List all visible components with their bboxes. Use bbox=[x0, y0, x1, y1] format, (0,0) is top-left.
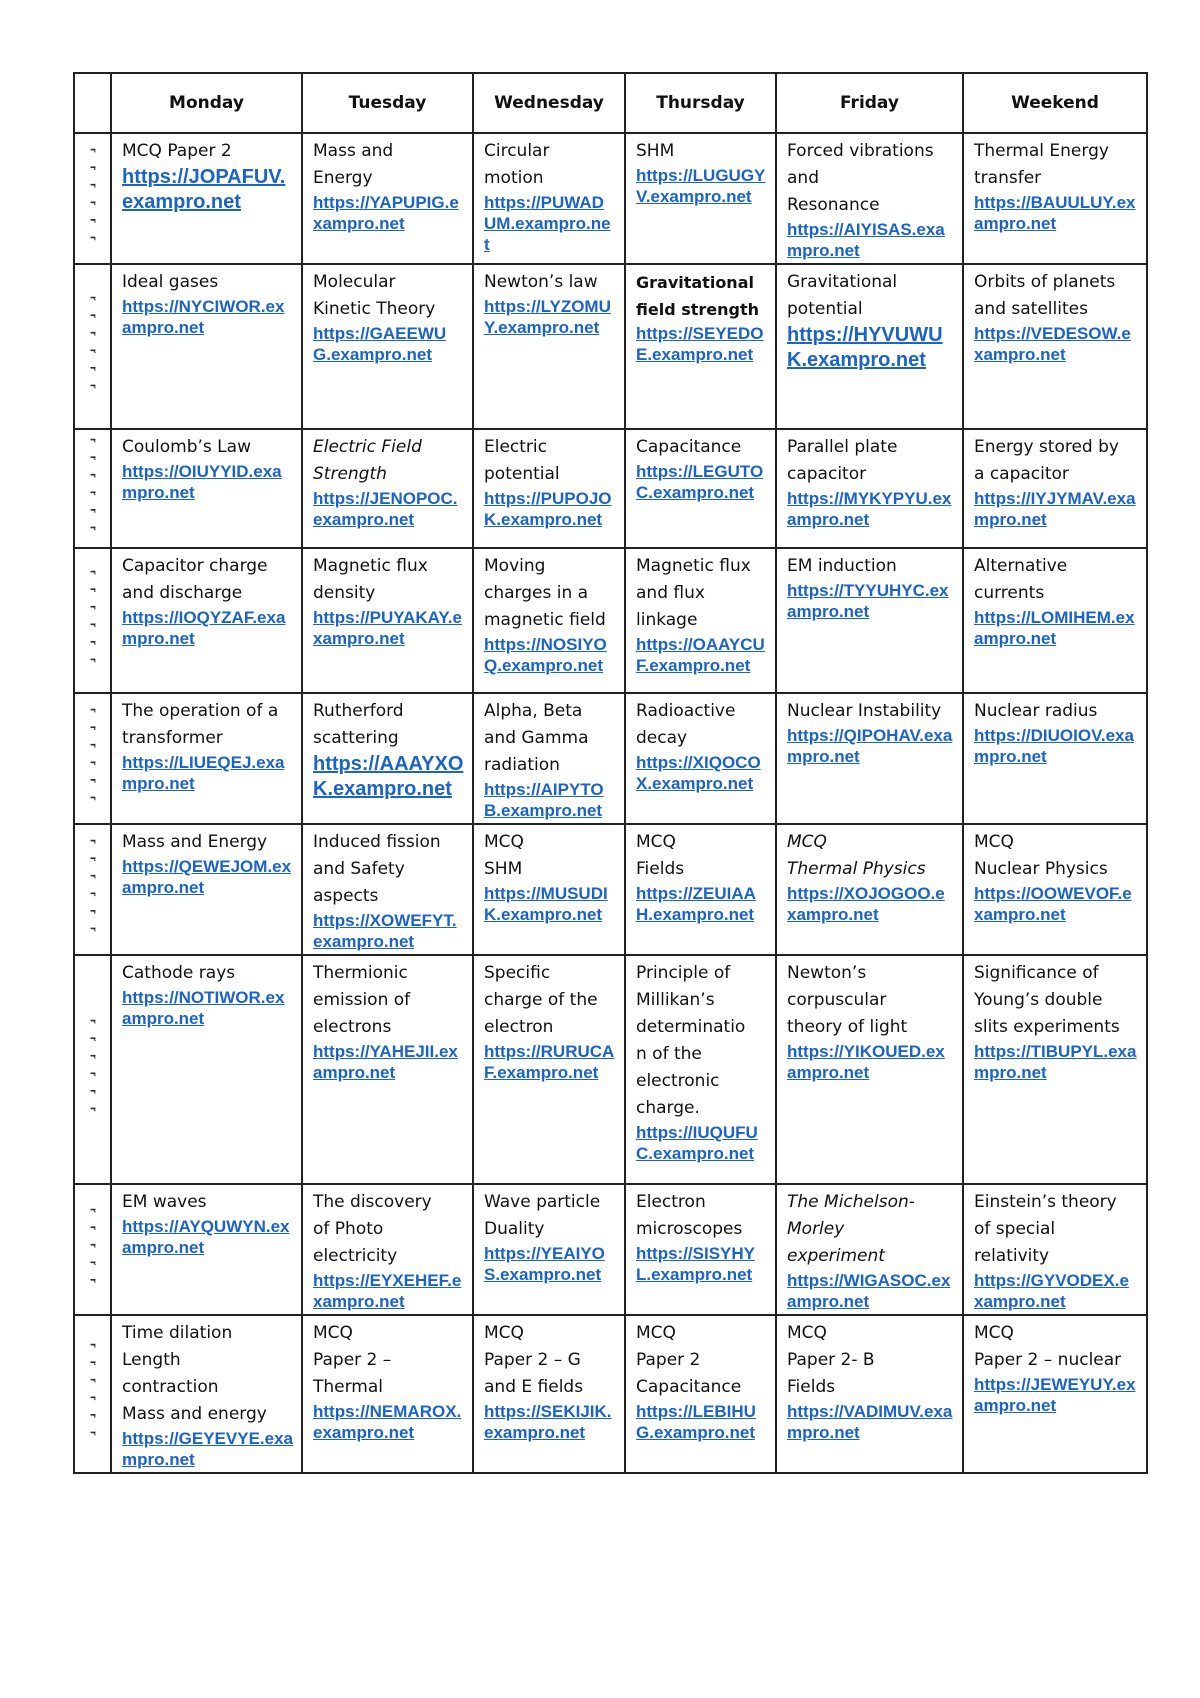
schedule-cell bbox=[111, 548, 302, 693]
column-header-thursday: Thursday bbox=[625, 73, 776, 133]
column-header-monday: Monday bbox=[111, 73, 302, 133]
schedule-cell bbox=[625, 693, 776, 824]
quiz-link[interactable]: https://XOWEFYT.exampro.net bbox=[313, 911, 457, 951]
topic-label: Capacitor charge and discharge bbox=[122, 556, 268, 603]
quiz-link[interactable]: https://GEYEVYE.exampro.net bbox=[122, 1429, 293, 1469]
quiz-link[interactable]: https://LIUEQEJ.exampro.net bbox=[122, 753, 285, 793]
schedule-cell bbox=[625, 1315, 776, 1473]
table-row bbox=[74, 1184, 1147, 1315]
schedule-cell bbox=[111, 429, 302, 548]
quiz-link[interactable]: https://DIUOIOV.exampro.net bbox=[974, 726, 1134, 766]
quiz-link[interactable]: https://JOPAFUV.exampro.net bbox=[122, 166, 286, 213]
row-marker: r r r r r r bbox=[87, 295, 98, 394]
quiz-link[interactable]: https://XIQOCOX.exampro.net bbox=[636, 753, 761, 793]
topic-label: Cathode rays bbox=[122, 963, 236, 983]
quiz-link[interactable]: https://HYVUWUK.exampro.net bbox=[787, 324, 943, 371]
schedule-cell bbox=[473, 264, 625, 429]
schedule-cell bbox=[776, 264, 963, 429]
topic-label: SHM bbox=[636, 141, 675, 161]
quiz-link[interactable]: https://JENOPOC.exampro.net bbox=[313, 489, 458, 529]
quiz-link[interactable]: https://OOWEVOF.exampro.net bbox=[974, 884, 1132, 924]
row-marker-cell bbox=[74, 693, 111, 824]
topic-label: Newton’s law bbox=[484, 272, 598, 292]
column-header-tuesday: Tuesday bbox=[302, 73, 473, 133]
quiz-link[interactable]: https://SISYHYL.exampro.net bbox=[636, 1244, 756, 1284]
table-row bbox=[74, 133, 1147, 264]
quiz-link[interactable]: https://LUGUGYV.exampro.net bbox=[636, 166, 766, 206]
quiz-link[interactable]: https://PUWADUM.exampro.net bbox=[484, 193, 611, 254]
topic-label: Rutherford scattering bbox=[313, 701, 404, 748]
row-marker-cell bbox=[74, 133, 111, 264]
schedule-table bbox=[73, 72, 1148, 1474]
row-marker-cell bbox=[74, 955, 111, 1184]
schedule-cell bbox=[111, 264, 302, 429]
schedule-cell bbox=[625, 264, 776, 429]
quiz-link[interactable]: https://NEMAROX.exampro.net bbox=[313, 1402, 462, 1442]
topic-label: MCQ SHM bbox=[484, 832, 524, 879]
topic-label: MCQ Paper 2- B Fields bbox=[787, 1323, 875, 1397]
topic-label: MCQ Paper 2 Capacitance bbox=[636, 1323, 742, 1397]
schedule-cell bbox=[625, 133, 776, 264]
topic-label: MCQ Thermal Physics bbox=[787, 832, 926, 879]
schedule-cell bbox=[776, 133, 963, 264]
row-marker-cell bbox=[74, 264, 111, 429]
topic-label: Electric potential bbox=[484, 437, 560, 484]
schedule-cell bbox=[302, 133, 473, 264]
schedule-cell bbox=[776, 824, 963, 955]
topic-label: Radioactive decay bbox=[636, 701, 736, 748]
schedule-cell bbox=[302, 264, 473, 429]
schedule-cell bbox=[111, 824, 302, 955]
schedule-cell bbox=[111, 955, 302, 1184]
topic-label: MCQ Paper 2 – nuclear bbox=[974, 1323, 1122, 1370]
row-marker-cell bbox=[74, 824, 111, 955]
schedule-cell bbox=[473, 1184, 625, 1315]
row-marker-cell bbox=[74, 1315, 111, 1473]
quiz-link[interactable]: https://BAUULUY.exampro.net bbox=[974, 193, 1136, 233]
quiz-link[interactable]: https://VADIMUV.exampro.net bbox=[787, 1402, 953, 1442]
topic-label: Ideal gases bbox=[122, 272, 219, 292]
quiz-link[interactable]: https://LEGUTOC.exampro.net bbox=[636, 462, 764, 502]
topic-label: Parallel plate capacitor bbox=[787, 437, 898, 484]
schedule-cell bbox=[625, 955, 776, 1184]
quiz-link[interactable]: https://OIUYYID.exampro.net bbox=[122, 462, 282, 502]
topic-label: Mass and Energy bbox=[122, 832, 268, 852]
schedule-cell bbox=[776, 693, 963, 824]
row-marker: r r r r r r bbox=[87, 147, 98, 246]
topic-label: Forced vibrations and Resonance bbox=[787, 141, 934, 215]
schedule-cell bbox=[302, 1184, 473, 1315]
schedule-cell bbox=[963, 429, 1147, 548]
schedule-cell bbox=[473, 429, 625, 548]
schedule-cell bbox=[963, 264, 1147, 429]
row-marker: r r r r r r bbox=[87, 1018, 98, 1117]
topic-label: Time dilation Length contraction Mass and energy bbox=[122, 1323, 267, 1424]
quiz-link[interactable]: https://LOMIHEM.exampro.net bbox=[974, 608, 1135, 648]
schedule-cell bbox=[963, 548, 1147, 693]
topic-label: Nuclear radius bbox=[974, 701, 1098, 721]
schedule-cell bbox=[963, 824, 1147, 955]
header-row bbox=[74, 73, 1147, 133]
schedule-cell bbox=[473, 693, 625, 824]
topic-label: Thermionic emission of electrons bbox=[313, 963, 411, 1037]
topic-label: Einstein’s theory of special relativity bbox=[974, 1192, 1117, 1266]
topic-label: Induced fission and Safety aspects bbox=[313, 832, 441, 906]
schedule-cell bbox=[302, 548, 473, 693]
schedule-cell bbox=[776, 548, 963, 693]
schedule-cell bbox=[963, 1184, 1147, 1315]
quiz-link[interactable]: https://YIKOUED.exampro.net bbox=[787, 1042, 945, 1082]
topic-label: Principle of Millikan’s determinatio n of the electronic charge. bbox=[636, 963, 746, 1118]
quiz-link[interactable]: https://WIGASOC.exampro.net bbox=[787, 1271, 951, 1311]
quiz-link[interactable]: https://YAHEJII.exampro.net bbox=[313, 1042, 458, 1082]
topic-label: Gravitational potential bbox=[787, 272, 898, 319]
topic-label: Electron microscopes bbox=[636, 1192, 743, 1239]
topic-label: Wave particle Duality bbox=[484, 1192, 601, 1239]
table-row bbox=[74, 955, 1147, 1184]
topic-label: Alpha, Beta and Gamma radiation bbox=[484, 701, 589, 775]
topic-label: EM waves bbox=[122, 1192, 207, 1212]
topic-label: Orbits of planets and satellites bbox=[974, 272, 1116, 319]
schedule-cell bbox=[776, 429, 963, 548]
quiz-link[interactable]: https://QEWEJOM.exampro.net bbox=[122, 857, 292, 897]
table-row bbox=[74, 264, 1147, 429]
quiz-link[interactable]: https://NOSIYOQ.exampro.net bbox=[484, 635, 607, 675]
topic-label: MCQ Paper 2 bbox=[122, 141, 232, 161]
quiz-link[interactable]: https://QIPOHAV.exampro.net bbox=[787, 726, 953, 766]
quiz-link[interactable]: https://AYQUWYN.exampro.net bbox=[122, 1217, 290, 1257]
quiz-link[interactable]: https://JEWEYUY.exampro.net bbox=[974, 1375, 1136, 1415]
quiz-link[interactable]: https://ZEUIAAH.exampro.net bbox=[636, 884, 756, 924]
schedule-cell bbox=[625, 824, 776, 955]
schedule-cell bbox=[302, 429, 473, 548]
topic-label: Molecular Kinetic Theory bbox=[313, 272, 436, 319]
quiz-link[interactable]: https://YEAIYOS.exampro.net bbox=[484, 1244, 605, 1284]
schedule-cell bbox=[111, 1184, 302, 1315]
topic-label: Gravitational field strength bbox=[636, 273, 760, 319]
schedule-cell bbox=[473, 133, 625, 264]
column-header-friday: Friday bbox=[776, 73, 963, 133]
quiz-link[interactable]: https://AIYISAS.exampro.net bbox=[787, 220, 945, 260]
column-header-weekend: Weekend bbox=[963, 73, 1147, 133]
schedule-cell bbox=[111, 1315, 302, 1473]
quiz-link[interactable]: https://EYXEHEF.exampro.net bbox=[313, 1271, 462, 1311]
quiz-link[interactable]: https://TYYUHYC.exampro.net bbox=[787, 581, 949, 621]
quiz-link[interactable]: https://LYZOMUY.exampro.net bbox=[484, 297, 611, 337]
schedule-cell bbox=[963, 693, 1147, 824]
topic-label: Significance of Young’s double slits experiments bbox=[974, 963, 1120, 1037]
quiz-link[interactable]: https://AIPYTOB.exampro.net bbox=[484, 780, 604, 820]
quiz-link[interactable]: https://GYVODEX.exampro.net bbox=[974, 1271, 1129, 1311]
table-row bbox=[74, 824, 1147, 955]
topic-label: The Michelson- Morley experiment bbox=[787, 1192, 915, 1266]
row-marker: r r r r r r bbox=[87, 437, 98, 536]
schedule-cell bbox=[473, 548, 625, 693]
topic-label: Moving charges in a magnetic field bbox=[484, 556, 606, 630]
schedule-cell bbox=[625, 429, 776, 548]
schedule-cell bbox=[963, 133, 1147, 264]
row-marker-cell bbox=[74, 429, 111, 548]
topic-label: MCQ Paper 2 – Thermal bbox=[313, 1323, 392, 1397]
schedule-cell bbox=[963, 1315, 1147, 1473]
topic-label: Capacitance bbox=[636, 437, 742, 457]
topic-label: Magnetic flux density bbox=[313, 556, 428, 603]
topic-label: MCQ Nuclear Physics bbox=[974, 832, 1108, 879]
schedule-cell bbox=[302, 824, 473, 955]
topic-label: MCQ Paper 2 – G and E fields bbox=[484, 1323, 584, 1397]
quiz-link[interactable]: https://PUYAKAY.exampro.net bbox=[313, 608, 462, 648]
schedule-cell bbox=[473, 1315, 625, 1473]
schedule-cell bbox=[776, 955, 963, 1184]
schedule-cell bbox=[302, 1315, 473, 1473]
schedule-cell bbox=[473, 824, 625, 955]
quiz-link[interactable]: https://IOQYZAF.exampro.net bbox=[122, 608, 286, 648]
quiz-link[interactable]: https://RURUCAF.exampro.net bbox=[484, 1042, 615, 1082]
table-row bbox=[74, 1315, 1147, 1473]
row-marker: r r r r r r bbox=[87, 1343, 98, 1441]
schedule-cell bbox=[963, 955, 1147, 1184]
schedule-cell bbox=[776, 1315, 963, 1473]
topic-label: The operation of a transformer bbox=[122, 701, 279, 748]
quiz-link[interactable]: https://IYJYMAV.exampro.net bbox=[974, 489, 1136, 529]
quiz-link[interactable]: https://NOTIWOR.exampro.net bbox=[122, 988, 285, 1028]
table-row bbox=[74, 429, 1147, 548]
quiz-link[interactable]: https://SEYEDOE.exampro.net bbox=[636, 324, 764, 364]
topic-label: MCQ Fields bbox=[636, 832, 685, 879]
quiz-link[interactable]: https://YAPUPIG.exampro.net bbox=[313, 193, 459, 233]
schedule-cell bbox=[302, 693, 473, 824]
row-marker: r r r r r bbox=[87, 1207, 98, 1288]
quiz-link[interactable]: https://PUPOJOK.exampro.net bbox=[484, 489, 612, 529]
topic-label: Coulomb’s Law bbox=[122, 437, 251, 457]
corner-cell bbox=[74, 73, 111, 133]
schedule-cell bbox=[111, 693, 302, 824]
topic-label: The discovery of Photo electricity bbox=[313, 1192, 432, 1266]
topic-label: Thermal Energy transfer bbox=[974, 141, 1109, 188]
quiz-link[interactable]: https://XOJOGOO.exampro.net bbox=[787, 884, 945, 924]
quiz-link[interactable]: https://MYKYPYU.exampro.net bbox=[787, 489, 952, 529]
topic-label: Mass and Energy bbox=[313, 141, 394, 188]
schedule-cell bbox=[625, 1184, 776, 1315]
schedule-cell bbox=[473, 955, 625, 1184]
quiz-link[interactable]: https://NYCIWOR.exampro.net bbox=[122, 297, 285, 337]
table-row bbox=[74, 693, 1147, 824]
quiz-link[interactable]: https://GAEEWUG.exampro.net bbox=[313, 324, 447, 364]
quiz-link[interactable]: https://IUQUFUC.exampro.net bbox=[636, 1123, 758, 1163]
schedule-cell bbox=[776, 1184, 963, 1315]
quiz-link[interactable]: https://MUSUDIK.exampro.net bbox=[484, 884, 608, 924]
quiz-link[interactable]: https://AAAYXOK.exampro.net bbox=[313, 753, 464, 800]
row-marker-cell bbox=[74, 548, 111, 693]
row-marker-cell bbox=[74, 1184, 111, 1315]
row-marker: r r r r r r bbox=[87, 707, 98, 806]
quiz-link[interactable]: https://SEKIJIK.exampro.net bbox=[484, 1402, 612, 1442]
row-marker: r r r r r r bbox=[87, 569, 98, 668]
topic-label: Circular motion bbox=[484, 141, 550, 188]
topic-label: Newton’s corpuscular theory of light bbox=[787, 963, 908, 1037]
topic-label: Specific charge of the electron bbox=[484, 963, 598, 1037]
topic-label: Energy stored by a capacitor bbox=[974, 437, 1119, 484]
quiz-link[interactable]: https://VEDESOW.exampro.net bbox=[974, 324, 1131, 364]
schedule-cell bbox=[111, 133, 302, 264]
column-header-wednesday: Wednesday bbox=[473, 73, 625, 133]
quiz-link[interactable]: https://TIBUPYL.exampro.net bbox=[974, 1042, 1137, 1082]
schedule-cell bbox=[625, 548, 776, 693]
topic-label: Magnetic flux and flux linkage bbox=[636, 556, 751, 630]
row-marker: r r r r r r bbox=[87, 838, 98, 937]
topic-label: Alternative currents bbox=[974, 556, 1068, 603]
schedule-cell bbox=[302, 955, 473, 1184]
quiz-link[interactable]: https://OAAYCUF.exampro.net bbox=[636, 635, 765, 675]
topic-label: Electric Field Strength bbox=[313, 437, 422, 484]
quiz-link[interactable]: https://LEBIHUG.exampro.net bbox=[636, 1402, 756, 1442]
topic-label: EM induction bbox=[787, 556, 897, 576]
table-row bbox=[74, 548, 1147, 693]
topic-label: Nuclear Instability bbox=[787, 701, 942, 721]
